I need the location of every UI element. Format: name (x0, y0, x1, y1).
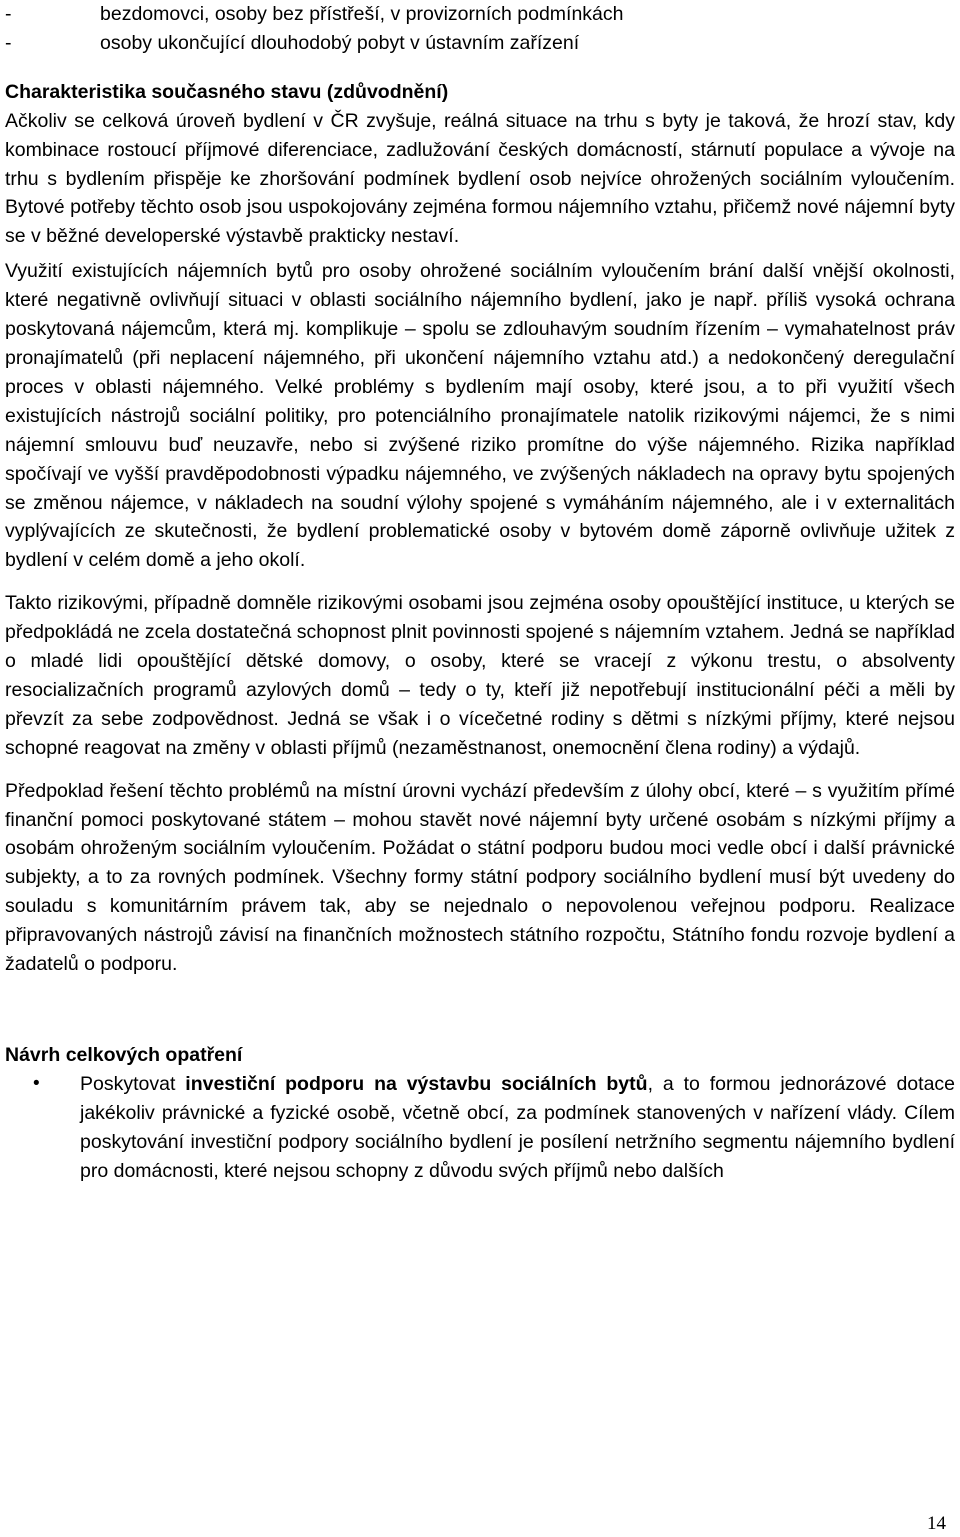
bullet-text-before: Poskytovat (80, 1072, 186, 1095)
paragraph: Takto rizikovými, případně domněle rizikovými osobami jsou zejména osoby opouštějící instituce, u kterých se předpokládá ne zcela dostatečná schopnost plnit povinnosti spojené s nájemním vztahem. Jedná se například o mladé lidi opouštějící dětské domovy, o osoby, které se vracejí z výkonu trestu, o absolventy resocializačních programů azylových domů – tedy o ty, kteří již nepotřebují institucionální péči a měli by převzít za sebe zodpovědnost. Jedná se však i o vícečetné rodiny s dětmi s nízkými příjmy, které nejsou schopné reagovat na změny v oblasti příjmů (nezaměstnanost, onemocnění člena rodiny) a výdajů. (5, 592, 955, 759)
dash-marker: - (5, 3, 12, 25)
list-item (5, 1070, 955, 1186)
section-heading: Charakteristika současného stavu (zdůvodnění) (5, 80, 449, 103)
bullet-list (5, 1070, 955, 1186)
dash-list (5, 0, 955, 58)
bullet-text-bold: investiční podporu na výstavbu sociálních bytů (185, 1072, 648, 1095)
paragraph: Předpoklad řešení těchto problémů na místní úrovni vychází především z úlohy obcí, které – s využitím přímé finanční pomoci poskytované státem – mohou stavět nové nájemní byty určené osobám s nízkými příjmy a osobám ohroženým sociálním vyloučením. Požádat o státní podporu budou moci vedle obcí i další právnické subjekty, a to za rovných podmínek. Všechny formy státní podpory sociálního bydlení musí být uvedeny do souladu s komunitárním právem tak, aby se nejednalo o nepovolenou veřejnou podporu. Realizace připravovaných nástrojů závisí na finančních možnostech státního rozpočtu, Státního fondu rozvoje bydlení a žadatelů o podporu. (5, 779, 955, 976)
paragraph: Využití existujících nájemních bytů pro osoby ohrožené sociálním vyloučením brání další vnější okolnosti, které negativně ovlivňují situaci v oblasti sociálního nájemního bydlení, jako je např. příliš vysoká ochrana poskytovaná nájemcům, která mj. komplikuje – spolu se zdlouhavým soudním řízením – vymahatelnost práv pronajímatelů (při neplacení nájemného, při ukončení nájemního vztahu atd.) a nedokončený deregulační proces v oblasti nájemného. Velké problémy s bydlením mají osoby, které jsou, a to při využití všech existujících nástrojů sociální politiky, pro potenciálního pronajímatele natolik rizikovými nájemci, že s nimi nájemní smlouvu buď neuzavře, nebo si zvýšené riziko promítne do výše nájemného. Rizika například spočívají ve vyšší pravděpodobnosti výpadku nájemného, ve zvýšených nákladech na opravy bytu spojených se změnou nájemce, v nákladech na soudní výlohy spojené s vymáháním nájemného, ale i v externalitách vyplývajících ze skutečnosti, že bydlení problematické osoby v bytovém domě záporně ovlivňuje užitek z bydlení v celém domě a jeho okolí. (5, 260, 955, 572)
page-number: 14 (927, 1513, 946, 1534)
list-item-text: osoby ukončující dlouhodobý pobyt v ústavním zařízení (100, 31, 580, 54)
list-item-text: bezdomovci, osoby bez přístřeší, v provizorních podmínkách (100, 3, 624, 25)
list-item (5, 29, 955, 58)
section-heading: Návrh celkových opatření (5, 1044, 243, 1066)
dash-marker: - (5, 31, 12, 54)
paragraph: Ačkoliv se celková úroveň bydlení v ČR zvyšuje, reálná situace na trhu s byty je taková, že hrozí stav, kdy kombinace rostoucí příjmové diferenciace, zadlužování českých domácností, stárnutí populace a vývoje na trhu s bydlením přispěje ke zhoršování podmínek bydlení osob nejvíce ohrožených sociálním vyloučením. Bytové potřeby těchto osob jsou uspokojovány zejména formou nájemního vztahu, přičemž nové nájemní byty se v běžné developerské výstavbě prakticky nestaví. (5, 109, 955, 248)
list-item (5, 0, 955, 29)
bullet-text-after: , a to formou jednorázové dotace jakékoliv právnické a fyzické osobě, včetně obcí, za podmínek stanovených v nařízení vlády. Cílem poskytování investiční podpory sociálního bydlení je posílení netržního segmentu nájemního bydlení pro domácnosti, které nejsou schopny z důvodu svých příjmů nebo dalších (80, 1072, 956, 1182)
bullet-marker: • (33, 1072, 40, 1094)
document-page (5, 0, 955, 1186)
